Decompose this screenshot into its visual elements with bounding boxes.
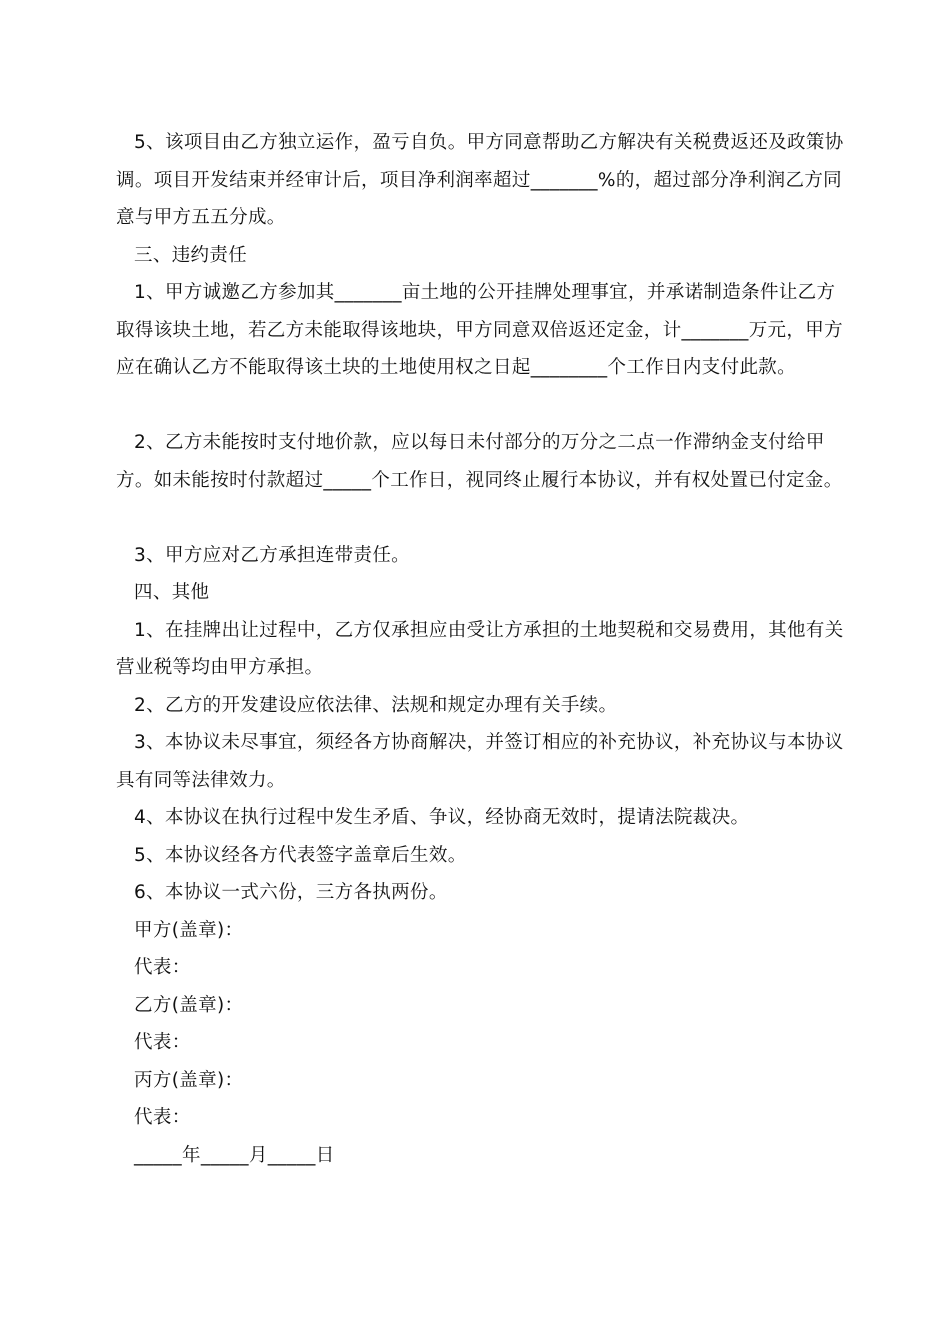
other-clause-6: 6、本协议一式六份，三方各执两份。 [134, 882, 448, 903]
breach-clause-3: 3、甲方应对乙方承担连带责任。 [134, 544, 411, 566]
signature-party-b: 乙方(盖章)： [134, 994, 244, 1016]
other-clause-3: 3、本协议未尽事宜，须经各方协商解决，并签订相应的补充协议，补充协议与本协议具有同等法律效力。 [116, 732, 844, 791]
breach-clause-1: 1、甲方诚邀乙方参加其_______亩土地的公开挂牌处理事宜，并承诺制造条件让乙方取得该块土地，若乙方未能取得该地块，甲方同意双倍返还定金，计_______万元，甲方应在确认乙方不能取得该土块的土地使用权之日起________个工作日内支付此款。 [116, 282, 843, 378]
breach-clause-2: 2、乙方未能按时支付地价款，应以每日未付部分的万分之二点一作滞纳金支付给甲方。如未能按时付款超过_____个工作日，视同终止履行本协议，并有权处置已付定金。 [116, 432, 843, 491]
document-body [116, 124, 854, 1174]
signature-party-a: 甲方(盖章)： [134, 919, 244, 941]
signature-rep-a: 代表： [134, 957, 191, 978]
other-clause-5: 5、本协议经各方代表签字盖章后生效。 [134, 844, 467, 866]
section-heading-breach: 三、违约责任 [134, 244, 248, 266]
paragraph-spacer [116, 387, 854, 425]
other-clause-4: 4、本协议在执行过程中发生矛盾、争议，经协商无效时，提请法院裁决。 [134, 807, 750, 828]
other-clause-1: 1、在挂牌出让过程中，乙方仅承担应由受让方承担的土地契税和交易费用，其他有关营业税等均由甲方承担。 [116, 619, 844, 678]
signature-rep-b: 代表： [134, 1032, 191, 1053]
signature-rep-c: 代表： [134, 1107, 191, 1128]
signature-date: _____年_____月_____日 [134, 1144, 335, 1166]
clause-5-profit-sharing: 5、该项目由乙方独立运作，盈亏自负。甲方同意帮助乙方解决有关税费返还及政策协调。项目开发结束并经审计后，项目净利润率超过_______%的，超过部分净利润乙方同意与甲方五五分成。 [116, 132, 844, 228]
paragraph-spacer [116, 499, 854, 537]
signature-party-c: 丙方(盖章)： [134, 1069, 244, 1091]
section-heading-other: 四、其他 [134, 582, 210, 603]
other-clause-2: 2、乙方的开发建设应依法律、法规和规定办理有关手续。 [134, 694, 618, 716]
